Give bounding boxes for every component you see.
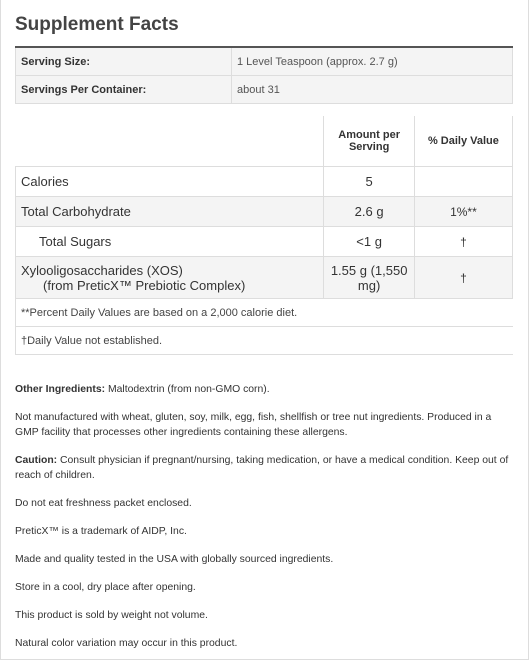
nutrient-daily-value: † <box>414 227 512 257</box>
footnote-dv-not-established: †Daily Value not established. <box>16 327 513 355</box>
footnote-row-2 <box>16 327 513 355</box>
daily-value-header: % Daily Value <box>414 116 512 167</box>
nutrient-amount-cont: mg) <box>357 277 381 293</box>
other-ingredients-value: Maltodextrin (from non-GMO corn). <box>105 384 270 395</box>
nutrient-row-xos <box>16 257 513 299</box>
nutrient-amount: 2.6 g <box>324 197 414 227</box>
nutrient-amount: 1.55 g (1,550 <box>330 262 408 278</box>
color-variation-note: Natural color variation may occur in this product. <box>15 638 238 649</box>
serving-size-label: Serving Size: <box>16 47 232 76</box>
nutrient-name: Xylooligosaccharides (XOS) <box>21 262 183 278</box>
nutrient-row-total-sugars <box>16 227 513 257</box>
header-blank-cell <box>16 116 324 167</box>
facts-header-row <box>16 116 513 167</box>
serving-info-table <box>15 46 513 104</box>
serving-size-row <box>16 47 513 76</box>
nutrient-name: Total Sugars <box>39 234 112 249</box>
nutrient-amount: <1 g <box>324 227 414 257</box>
nutrient-daily-value <box>414 167 512 197</box>
trademark-note: PreticX™ is a trademark of AIDP, Inc. <box>15 526 187 537</box>
amount-header-line2: Serving <box>348 141 390 153</box>
servings-per-container-value: about 31 <box>232 76 513 104</box>
storage-note: Store in a cool, dry place after opening. <box>15 582 196 593</box>
weight-note: This product is sold by weight not volume. <box>15 610 208 621</box>
nutrient-source: (from PreticX™ Prebiotic Complex) <box>43 277 246 293</box>
nutrient-row-total-carbohydrate <box>16 197 513 227</box>
other-ingredients <box>15 382 513 397</box>
nutrient-daily-value: 1%** <box>414 197 512 227</box>
servings-per-container-label: Servings Per Container: <box>16 76 232 104</box>
made-in-usa-note: Made and quality tested in the USA with globally sourced ingredients. <box>15 554 334 565</box>
nutrient-name: Calories <box>16 167 324 197</box>
nutrient-name: Total Carbohydrate <box>16 197 324 227</box>
product-information <box>15 382 513 664</box>
nutrient-amount: 5 <box>324 167 414 197</box>
footnote-row-1 <box>16 299 513 327</box>
other-ingredients-label: Other Ingredients: <box>15 384 106 395</box>
caution-label: Caution: <box>15 455 58 466</box>
allergen-statement: Not manufactured with wheat, gluten, soy, milk, egg, fish, shellfish or tree nut ingredients. Produced in a GMP facility that processes other ingredients containing these allergens. <box>15 412 492 438</box>
footnote-percent-daily: **Percent Daily Values are based on a 2,000 calorie diet. <box>16 299 513 327</box>
nutrition-facts-table <box>15 116 513 355</box>
nutrient-daily-value: † <box>414 257 512 299</box>
supplement-facts-title: Supplement Facts <box>15 14 179 35</box>
nutrient-row-calories <box>16 167 513 197</box>
freshness-packet-note: Do not eat freshness packet enclosed. <box>15 498 192 509</box>
servings-per-container-row <box>16 76 513 104</box>
amount-per-serving-header <box>324 116 414 167</box>
caution-value: Consult physician if pregnant/nursing, taking medication, or have a medical condition. Keep out of reach of children. <box>15 455 509 481</box>
serving-size-value: 1 Level Teaspoon (approx. 2.7 g) <box>232 47 513 76</box>
amount-header-line1: Amount per <box>338 129 400 141</box>
caution-statement <box>15 453 513 483</box>
